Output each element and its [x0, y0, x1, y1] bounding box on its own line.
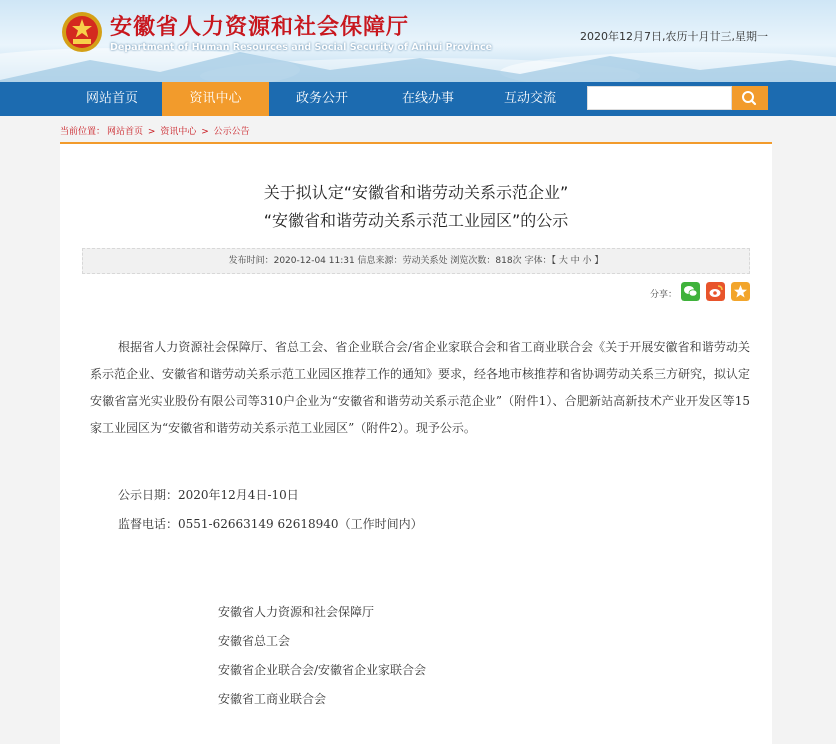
site-title: 安徽省人力资源和社会保障厅 — [110, 15, 410, 40]
signatory-enterprise-federation: 安徽省企业联合会/安徽省企业家联合会 — [218, 663, 427, 677]
nav-item-online-services[interactable]: 在线办事 — [401, 91, 454, 106]
nav-item-interaction[interactable]: 互动交流 — [503, 91, 556, 106]
weibo-share-icon[interactable] — [706, 282, 725, 301]
site-subtitle: Department of Human Resources and Social Security of Anhui Province — [110, 42, 493, 53]
signatory-industry-commerce: 安徽省工商业联合会 — [218, 692, 327, 706]
article-meta: 发布时间：2020-12-04 11:31 信息来源：劳动关系处 浏览次数：818次 字体：【 大 中 小 】 — [82, 248, 750, 274]
share-label: 分享： — [650, 290, 678, 300]
supervision-hotline: 监督电话：0551-62663149 62618940（工作时间内） — [118, 517, 423, 531]
favorite-star-icon[interactable] — [731, 282, 750, 301]
nav-item-home[interactable]: 网站首页 — [85, 91, 138, 106]
breadcrumb-item-announcements[interactable]: 公示公告 — [213, 127, 250, 137]
current-date: 2020年12月7日,农历十月廿三,星期一 — [580, 30, 768, 43]
breadcrumb-label: 当前位置： — [60, 127, 106, 137]
breadcrumb — [60, 124, 252, 137]
breadcrumb-separator: > — [201, 127, 209, 137]
article-title-line-2: “安徽省和谐劳动关系示范工业园区”的公示 — [263, 211, 569, 230]
wechat-share-icon[interactable] — [681, 282, 700, 301]
breadcrumb-item-news-center[interactable]: 资讯中心 — [160, 127, 197, 137]
nav-item-news-center[interactable]: 资讯中心 — [162, 82, 269, 116]
site-header — [0, 0, 836, 82]
search-icon — [732, 86, 768, 110]
article-title-line-1: 关于拟认定“安徽省和谐劳动关系示范企业” — [263, 183, 569, 202]
breadcrumb-item-home[interactable]: 网站首页 — [107, 127, 144, 137]
signatory-trade-union: 安徽省总工会 — [218, 634, 291, 648]
article-panel — [60, 142, 772, 744]
search-input[interactable] — [587, 86, 732, 110]
signatory-hrss: 安徽省人力资源和社会保障厅 — [218, 605, 375, 619]
national-emblem-icon — [60, 10, 104, 54]
search-button[interactable] — [732, 86, 768, 110]
notice-period: 公示日期：2020年12月4日-10日 — [118, 488, 299, 502]
nav-item-government-affairs[interactable]: 政务公开 — [295, 91, 348, 106]
breadcrumb-separator: > — [147, 127, 156, 137]
article-paragraph: 根据省人力资源社会保障厅、省总工会、省企业联合会/省企业家联合会和省工商业联合会《关于开展安徽省和谐劳动关系示范企业、安徽省和谐劳动关系示范工业园区推荐工作的通知》要求，经各地市核推荐和省协调劳动关系三方研究，拟认定安徽省富光实业股份有限公司等310户企业为“安徽省和谐劳动关系示范企业”（附件1）、合肥新站高新技术产业开发区等15家工业园区为“安徽省和谐劳动关系示范工业园区”（附件2）。现予公示。 — [90, 340, 751, 435]
